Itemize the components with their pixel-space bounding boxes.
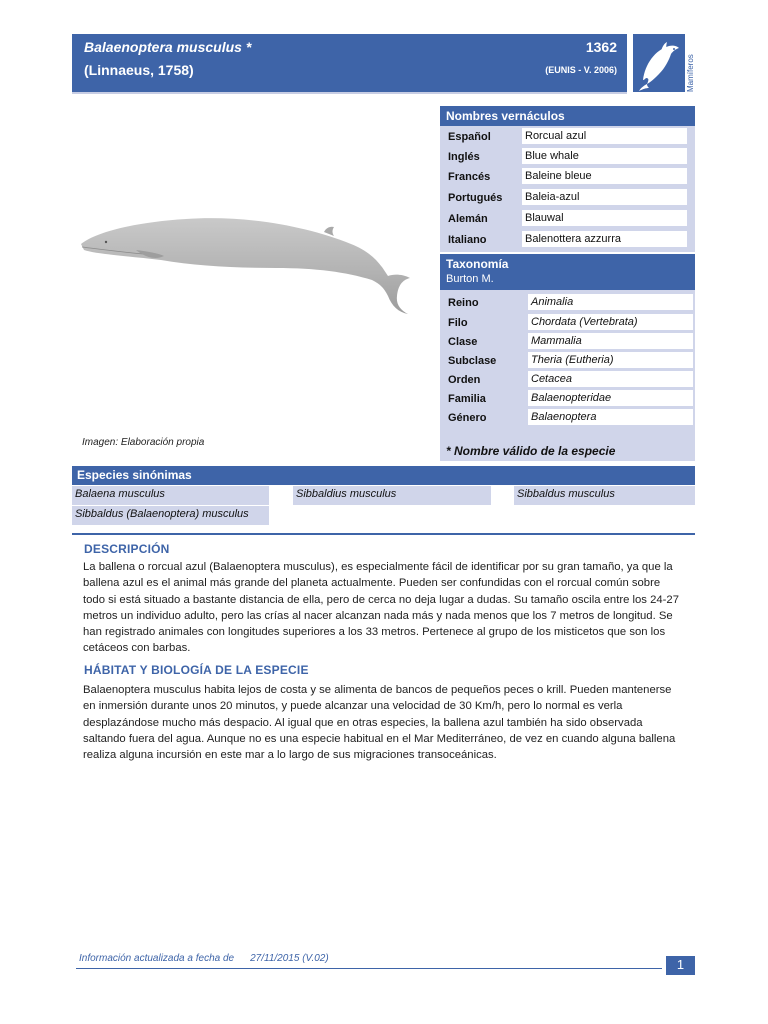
language-label: Alemán <box>448 213 488 225</box>
rank-label: Familia <box>448 393 486 405</box>
vernacular-name: Blauwal <box>522 210 687 226</box>
dolphin-icon <box>633 34 685 92</box>
vernacular-row <box>440 230 695 249</box>
taxonomy-header <box>440 254 695 290</box>
synonym-item: Balaena musculus <box>72 486 269 505</box>
taxonomy-row <box>440 370 695 389</box>
rank-label: Subclase <box>448 355 497 367</box>
rank-label: Clase <box>448 336 478 348</box>
rank-label: Género <box>448 412 487 424</box>
rank-value: Balaenoptera <box>528 409 693 425</box>
language-label: Inglés <box>448 151 480 163</box>
update-date: 27/11/2015 (V.02) <box>250 953 329 964</box>
whale-illustration <box>76 200 416 330</box>
language-label: Español <box>448 131 491 143</box>
header-divider <box>72 92 627 94</box>
habitat-heading: HÁBITAT Y BIOLOGÍA DE LA ESPECIE <box>84 663 309 677</box>
taxonomy-row <box>440 351 695 370</box>
synonyms-divider <box>72 533 695 535</box>
update-label: Información actualizada a fecha de <box>79 953 235 964</box>
vernacular-row <box>440 167 695 186</box>
taxonomy-author: Burton M. <box>446 273 494 285</box>
habitat-text: Balaenoptera musculus habita lejos de costa y se alimenta de bancos de pequeños peces o krill. Pueden mantenerse en inmersión durante unos 20 minutos, y puede alcanzar una velocidad de 30 Km/h, pero lo normal es verla desplazándose mucho más despacio. Al igual que en otras especies, la ballena azul también ha sido observada saltando fuera del agua. Aunque no es una especie habitual en el Mar Mediterráneo, de vez en cuando alguna ballena realiza alguna incursión en este mar a lo largo de sus migraciones transoceánicas. <box>83 684 676 762</box>
rank-value: Balaenopteridae <box>528 390 693 406</box>
rank-value: Animalia <box>528 294 693 310</box>
species-image <box>76 200 416 330</box>
vernacular-title: Nombres vernáculos <box>440 106 695 126</box>
dolphin-logo <box>633 34 685 92</box>
taxonomy-row <box>440 332 695 351</box>
vernacular-row <box>440 188 695 207</box>
language-label: Italiano <box>448 234 487 246</box>
species-header <box>72 34 627 92</box>
synonym-item: Sibbaldus musculus <box>514 486 695 505</box>
vernacular-name: Baleia-azul <box>522 189 687 205</box>
taxonomy-row <box>440 313 695 332</box>
rank-label: Orden <box>448 374 481 386</box>
vernacular-table <box>440 126 695 252</box>
update-info <box>79 953 329 964</box>
description-heading: DESCRIPCIÓN <box>84 542 170 556</box>
language-label: Francés <box>448 171 491 183</box>
vernacular-row <box>440 127 695 146</box>
language-label: Portugués <box>448 192 503 204</box>
rank-label: Reino <box>448 297 479 309</box>
vernacular-row <box>440 209 695 228</box>
eunis-version: (EUNIS - V. 2006) <box>545 65 617 75</box>
species-name: Balaenoptera musculus * <box>84 39 252 55</box>
page-number: 1 <box>666 956 695 975</box>
synonym-item: Sibbaldus (Balaenoptera) musculus <box>72 506 269 525</box>
rank-value: Cetacea <box>528 371 693 387</box>
vernacular-name: Blue whale <box>522 148 687 164</box>
rank-value: Theria (Eutheria) <box>528 352 693 368</box>
taxonomy-row <box>440 408 695 427</box>
synonyms-title: Especies sinónimas <box>72 466 695 485</box>
vernacular-name: Balenottera azzurra <box>522 231 687 247</box>
rank-value: Mammalia <box>528 333 693 349</box>
valid-name-note: * Nombre válido de la especie <box>440 442 695 461</box>
species-author: (Linnaeus, 1758) <box>84 62 194 78</box>
taxonomy-row <box>440 389 695 408</box>
description-text: La ballena o rorcual azul (Balaenoptera musculus), es especialmente fácil de identificar por su gran tamaño, ya que la ballena azul es el animal más grande del planeta actualmente. Pueden ser confundidas con el rorcual común sobre todo si está situado a bastante distancia de ella, pero de cerca no deja lugar a dudas. Su tamaño oscila entre los 24-27 metros un individuo adulto, pero las crías al nacer alcanzan nada más y nada menos que los 7 metros de longitud. Se han registrado animales con longitudes superiores a los 33 metros. Pertenece al grupo de los misticetos que son los cetáceos con barbas. <box>83 561 679 655</box>
rank-value: Chordata (Vertebrata) <box>528 314 693 330</box>
taxonomy-title: Taxonomía <box>446 257 509 271</box>
rank-label: Filo <box>448 317 468 329</box>
species-code: 1362 <box>585 39 617 55</box>
vernacular-row <box>440 147 695 166</box>
group-label: Mamíferos <box>686 54 695 92</box>
vernacular-name: Rorcual azul <box>522 128 687 144</box>
vernacular-name: Baleine bleue <box>522 168 687 184</box>
synonym-item: Sibbaldius musculus <box>293 486 491 505</box>
image-caption: Imagen: Elaboración propia <box>82 437 205 448</box>
taxonomy-table <box>440 290 695 442</box>
taxonomy-row <box>440 293 695 312</box>
footer-divider <box>76 968 662 969</box>
